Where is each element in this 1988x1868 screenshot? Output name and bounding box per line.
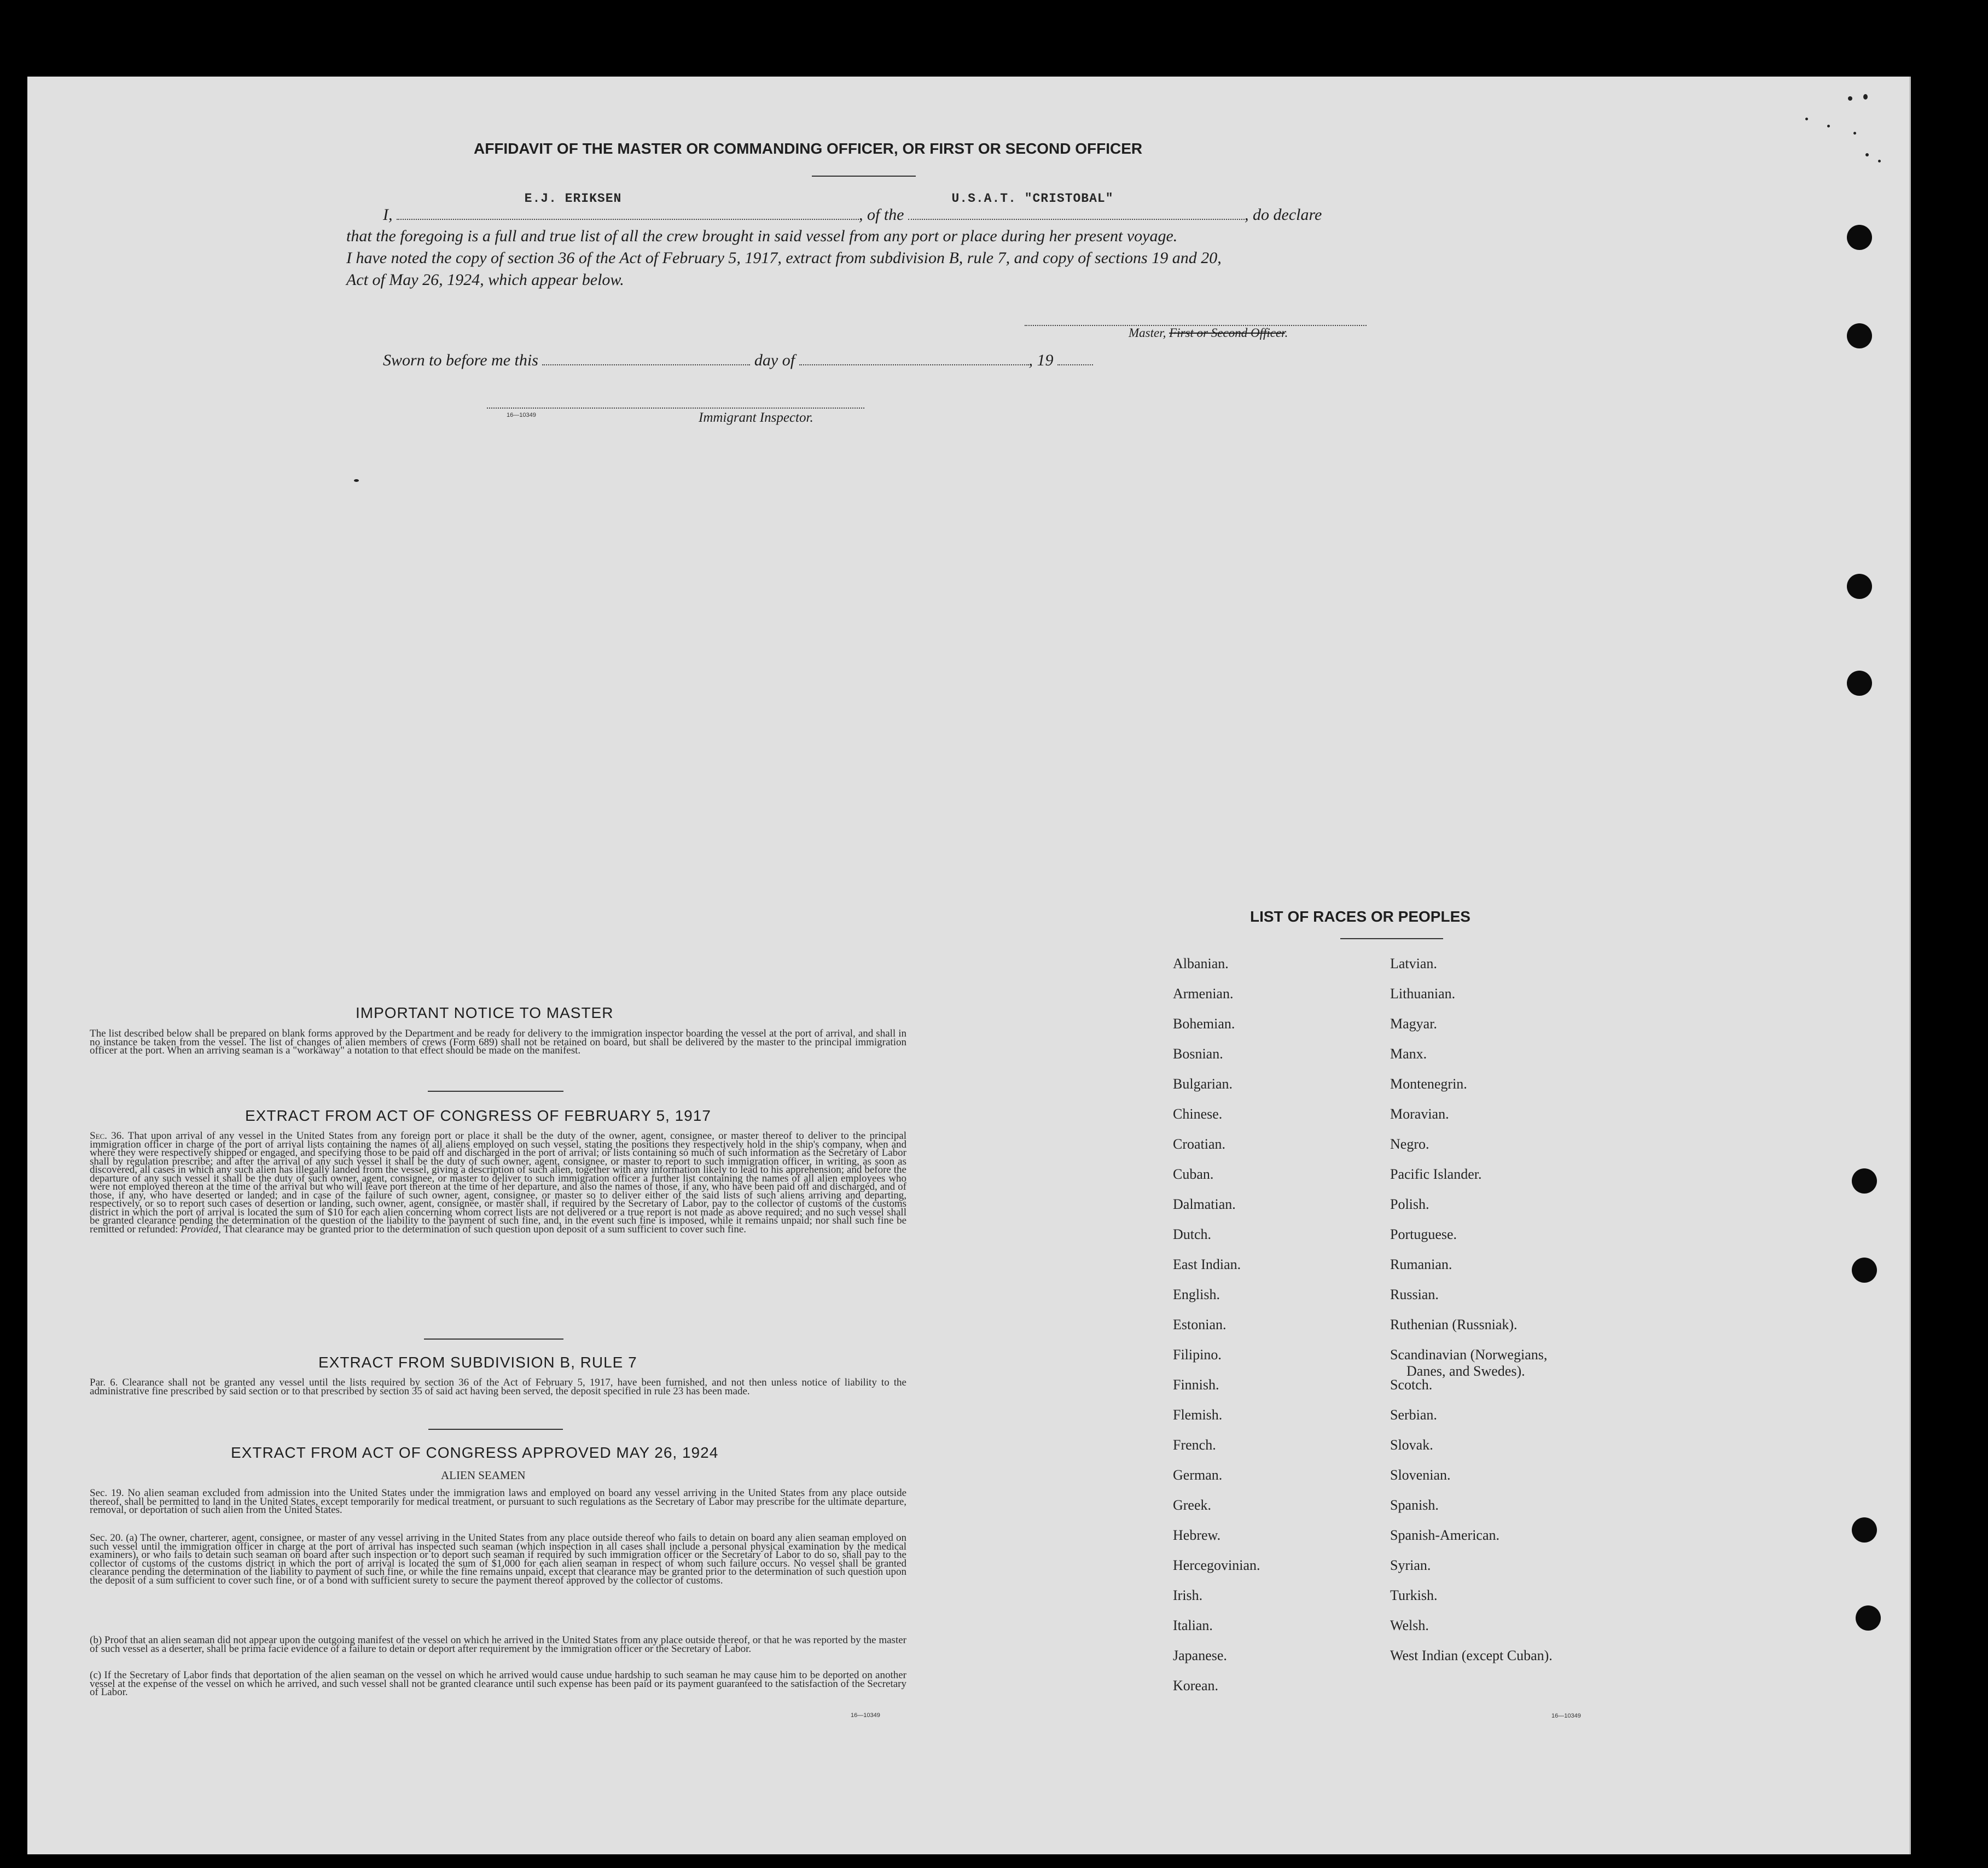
extract-1917-body	[90, 1132, 906, 1233]
race-item: Estonian.	[1173, 1317, 1226, 1332]
struck-officer-label: First or Second Officer	[1169, 326, 1285, 340]
text-declare: , do declare	[1245, 206, 1322, 224]
title-rule	[812, 176, 916, 177]
text-of-the: , of the	[859, 206, 904, 224]
race-item: Finnish.	[1173, 1377, 1219, 1393]
race-item: Spanish.	[1390, 1497, 1439, 1513]
race-item: Dalmatian.	[1173, 1196, 1236, 1212]
race-item: Polish.	[1390, 1196, 1429, 1212]
race-item: East Indian.	[1173, 1256, 1241, 1272]
sworn-month-field	[799, 352, 1029, 365]
race-item: Bulgarian.	[1173, 1076, 1233, 1092]
race-item: Korean.	[1173, 1678, 1219, 1694]
race-item: Dutch.	[1173, 1226, 1212, 1242]
race-item: Bohemian.	[1173, 1016, 1235, 1032]
section-rule	[428, 1091, 563, 1092]
race-item: Moravian.	[1390, 1106, 1449, 1122]
sworn-day-field	[542, 352, 750, 365]
race-item: Croatian.	[1173, 1136, 1226, 1152]
vessel-name-value: U.S.A.T. "CRISTOBAL"	[951, 191, 1114, 206]
affidavit-line-4: Act of May 26, 1924, which appear below.	[346, 271, 624, 289]
affidavit-line-3: I have noted the copy of section 36 of the Act of February 5, 1917, extract from subdivision B, rule 7, and copy of sections 19 and 20,	[346, 249, 1222, 267]
punch-hole	[1847, 671, 1872, 696]
race-item: English.	[1173, 1287, 1220, 1302]
sworn-year-field	[1057, 352, 1093, 365]
signature-period: .	[1284, 326, 1288, 340]
races-title: LIST OF RACES OR PEOPLES	[1250, 908, 1470, 925]
form-number: 16—10349	[851, 1712, 880, 1719]
race-item: Filipino.	[1173, 1347, 1222, 1363]
notice-title: IMPORTANT NOTICE TO MASTER	[356, 1004, 614, 1021]
race-item: French.	[1173, 1437, 1216, 1453]
punch-hole	[1847, 574, 1872, 599]
race-item: Latvian.	[1390, 956, 1437, 971]
race-item: Danes, and Swedes).	[1406, 1363, 1525, 1379]
race-item: Bosnian.	[1173, 1046, 1223, 1062]
race-item: Greek.	[1173, 1497, 1212, 1513]
race-item: Turkish.	[1390, 1587, 1438, 1603]
signature-caption	[1129, 326, 1288, 340]
affidavit-line-1	[383, 191, 1322, 224]
master-label: Master,	[1129, 326, 1166, 340]
notice-body: The list described below shall be prepared on blank forms approved by the Department and be ready for delivery to the immigration inspector boarding the vessel at the port of arrival, and shall in no instance be taken from the vessel. The list of changes of alien members of crews (Form 689) shall not be retained on board, but shall be delivered by the master to the principal immigration officer at the port. When an arriving seaman is a "workaway" a notation to that effect should be made on the manifest.	[90, 1028, 906, 1056]
inspector-label: Immigrant Inspector.	[699, 410, 813, 425]
punch-hole	[1852, 1168, 1877, 1194]
race-item: Ruthenian (Russniak).	[1390, 1317, 1518, 1332]
race-item: West Indian (except Cuban).	[1390, 1648, 1553, 1663]
races-title-rule	[1340, 938, 1443, 939]
form-number: 16—10349	[507, 412, 536, 418]
scan-speck	[1827, 125, 1830, 127]
form-page	[27, 77, 1911, 1854]
race-item: Rumanian.	[1390, 1256, 1452, 1272]
sec-36-label: Sec. 36.	[90, 1130, 124, 1142]
punch-hole	[1852, 1258, 1877, 1283]
alien-seamen-subtitle: ALIEN SEAMEN	[441, 1469, 526, 1482]
section-rule	[424, 1339, 563, 1340]
race-item: Flemish.	[1173, 1407, 1223, 1423]
race-item: Hebrew.	[1173, 1527, 1221, 1543]
extract-1917-title: EXTRACT FROM ACT OF CONGRESS OF FEBRUARY 5, 1917	[245, 1107, 711, 1124]
sec-36-text: That upon arrival of any vessel in the United States from any foreign port or place it shall be the duty of the owner, agent, consignee, or master thereof to deliver to the principal immigration officer in charge of the port of arrival lists containing the names of all aliens employed on such vessel, stating the positions they respectively hold in the ship's company, when and where they were respectively shipped or engaged, and specifying those to be paid off and discharged in the port of arrival; or lists containing so much of such information as the Secretary of Labor shall by regulation prescribe; and after the arrival of any such vessel it shall be the duty of such owner, agent, consignee, or master to report to such immigration officer, in writing, as soon as discovered, all cases in which any such alien has illegally landed from the vessel, giving a description of such alien, together with any information likely to lead to his apprehension; and before the departure of any such vessel it shall be the duty of such owner, agent, consignee, or master to deliver to such immigration officer a further list containing the names of all alien employees who were not employed thereon at the time of the arrival but who will leave port thereon at the time of her departure, and also the names of those, if any, who have been paid off and discharged, and of those, if any, who have deserted or landed; and in case of the failure of such owner, agent, consignee, or master so to deliver either of the said lists of such aliens arriving and departing, respectively, or so to report such cases of desertion or landing, such owner, agent, consignee, or master shall, if required by the Secretary of Labor, pay to the collector of customs of the customs district in which the port of arrival is located the sum of $10 for each alien concerning whom correct lists are not delivered or a true report is not made as above required; and no such vessel shall be granted clearance pending the determination of the question of the liability to the payment of such fine, and, in the event such fine is imposed, while it remains unpaid; nor shall such fine be remitted or refunded:	[90, 1130, 906, 1235]
race-item: Irish.	[1173, 1587, 1203, 1603]
affidavit-title: AFFIDAVIT OF THE MASTER OR COMMANDING OFFICER, OR FIRST OR SECOND OFFICER	[474, 140, 1143, 157]
scan-speck	[1863, 94, 1868, 100]
race-item: Cuban.	[1173, 1166, 1214, 1182]
race-item: Pacific Islander.	[1390, 1166, 1482, 1182]
punch-hole	[1847, 323, 1872, 348]
punch-hole	[1856, 1605, 1881, 1631]
race-item: Montenegrin.	[1390, 1076, 1467, 1092]
proviso-label: Provided,	[181, 1223, 221, 1235]
scan-speck	[1848, 96, 1852, 101]
vessel-name-field	[908, 191, 1245, 220]
sec-20b-text: (b) Proof that an alien seaman did not appear upon the outgoing manifest of the vessel on which he arrived in the United States from any place outside thereof, or that he was reported by the master of such vessel as a deserter, shall be prima facie evidence of a failure to detain or deport after requirement by the immigration officer or the Secretary of Labor.	[90, 1634, 906, 1655]
extract-1924-title: EXTRACT FROM ACT OF CONGRESS APPROVED MAY 26, 1924	[231, 1444, 719, 1461]
scan-speck	[354, 479, 359, 482]
race-item: Italian.	[1173, 1617, 1213, 1633]
sec-20c-text: (c) If the Secretary of Labor finds that deportation of the alien seaman on the vessel on which he arrived would cause undue hardship to such seaman he may cause him to be deported on another vessel at the expense of the vessel on which he arrived, and such vessel shall not be granted clearance until such expense has been paid or its payment guaranteed to the satisfaction of the Secretary of Labor.	[90, 1669, 906, 1698]
sworn-day-of: day of	[754, 351, 795, 369]
inspector-signature-line	[487, 408, 864, 409]
rule7-body: Par. 6. Clearance shall not be granted any vessel until the lists required by section 36 of the Act of February 5, 1917, have been furnished, and not then unless notice of liability to the administrative fine prescribed by said section or to that prescribed by section 35 of said act having been served, the deposit specified in rule 23 has been made.	[90, 1377, 906, 1397]
sec-19-text: Sec. 19. No alien seaman excluded from admission into the United States under the immigration laws and employed on board any vessel arriving in the United States from any place outside thereof, shall be permitted to land in the United States, except temporarily for medical treatment, or pursuant to such regulations as the Secretary of Labor may prescribe for the ultimate departure, removal, or deportation of such alien from the United States.	[90, 1487, 906, 1516]
race-item: Negro.	[1390, 1136, 1429, 1152]
section-rule	[428, 1429, 563, 1430]
race-item: Spanish-American.	[1390, 1527, 1500, 1543]
race-item: Slovenian.	[1390, 1467, 1451, 1483]
race-item: Japanese.	[1173, 1648, 1227, 1663]
race-item: Lithuanian.	[1390, 986, 1456, 1002]
race-item: Slovak.	[1390, 1437, 1433, 1453]
race-item: Portuguese.	[1390, 1226, 1457, 1242]
race-item: Welsh.	[1390, 1617, 1429, 1633]
form-number: 16—10349	[1551, 1713, 1581, 1719]
race-item: Serbian.	[1390, 1407, 1437, 1423]
race-item: Magyar.	[1390, 1016, 1437, 1032]
punch-hole	[1847, 225, 1872, 250]
race-item: Manx.	[1390, 1046, 1427, 1062]
scan-speck	[1878, 160, 1881, 162]
sworn-line	[383, 351, 1093, 370]
sworn-year: , 19	[1028, 351, 1054, 369]
rule7-title: EXTRACT FROM SUBDIVISION B, RULE 7	[318, 1354, 637, 1371]
race-item: Scandinavian (Norwegians,	[1390, 1347, 1548, 1363]
race-item: German.	[1173, 1467, 1223, 1483]
sec-20a-text: Sec. 20. (a) The owner, charterer, agent, consignee, or master of any vessel arriving in the United States from any place outside thereof who fails to detain on board any alien seaman employed on such vessel until the immigration officer in charge at the port of arrival has inspected such seaman (which inspection in all cases shall include a personal physical examination by the medical examiners), or who fails to detain such seaman on board after such inspection or to deport such seaman if required by such immigration officer or the Secretary of Labor to do so, shall pay to the collector of customs of the customs district in which the port of arrival is located the sum of $1,000 for each alien seaman in respect of whom such failure occurs. No vessel shall be granted clearance pending the determination of the liability to payment of such fine, or while the fine remains unpaid, except that clearance may be granted prior to the determination of such question upon the deposit of a sum sufficient to cover such fine, or of a bond with sufficient surety to secure the payment thereof approved by the collector of customs.	[90, 1532, 906, 1586]
scan-speck	[1853, 132, 1856, 135]
proviso-text: That clearance may be granted prior to the determination of such question upon deposit of a sum sufficient to cover such fine.	[223, 1223, 746, 1235]
master-name-field	[397, 191, 859, 220]
sworn-prefix: Sworn to before me this	[383, 351, 538, 369]
race-item: Armenian.	[1173, 986, 1234, 1002]
race-item: Albanian.	[1173, 956, 1229, 971]
race-item: Russian.	[1390, 1287, 1439, 1302]
affidavit-line-2: that the foregoing is a full and true list of all the crew brought in said vessel from any port or place during her present voyage.	[346, 227, 1178, 245]
scan-speck	[1805, 118, 1808, 120]
text-i: I,	[383, 206, 393, 224]
race-item: Chinese.	[1173, 1106, 1223, 1122]
race-item: Syrian.	[1390, 1557, 1431, 1573]
punch-hole	[1852, 1517, 1877, 1543]
master-name-value: E.J. ERIKSEN	[524, 191, 622, 206]
scan-speck	[1865, 153, 1869, 156]
race-item: Scotch.	[1390, 1377, 1433, 1393]
race-item: Hercegovinian.	[1173, 1557, 1260, 1573]
